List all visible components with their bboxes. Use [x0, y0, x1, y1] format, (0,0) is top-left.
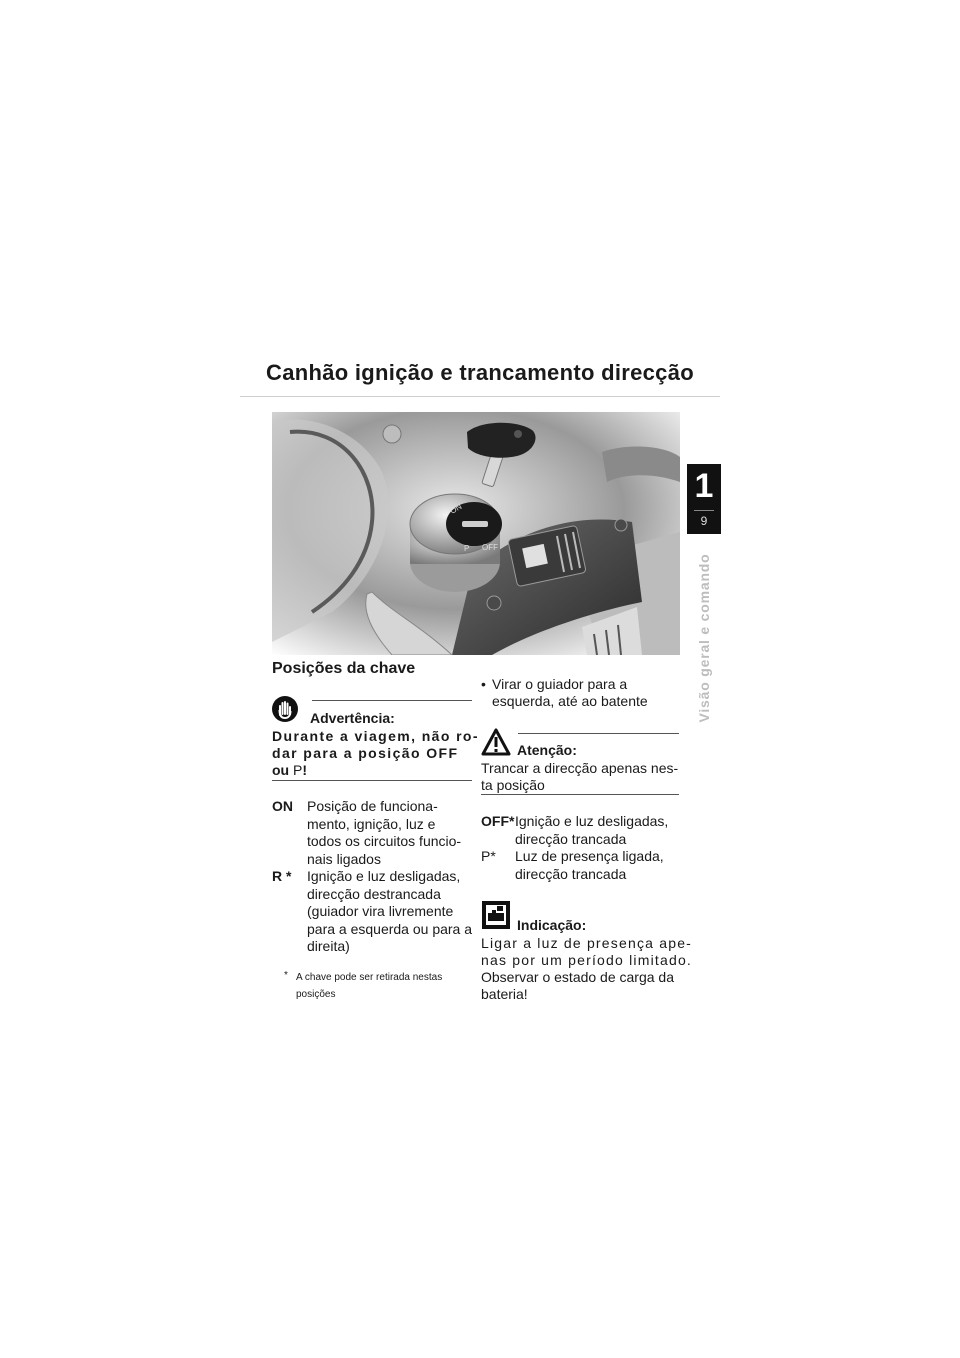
- position-desc-line: direcção trancada: [515, 830, 627, 847]
- lock-label-on: ON: [448, 501, 464, 516]
- position-key-on: ON: [272, 798, 293, 814]
- position-key-p: P*: [481, 848, 496, 864]
- position-desc-r: [307, 868, 472, 956]
- position-desc-line: Posição de funciona-: [307, 798, 438, 814]
- warning-line-3-prefix: ou: [272, 762, 290, 778]
- attention-bottom-rule: [481, 794, 679, 795]
- position-desc-p: [515, 848, 664, 883]
- attention-title: Atenção:: [517, 742, 577, 758]
- warning-hand-icon: [272, 696, 298, 722]
- position-desc-line: Luz de presença ligada,: [515, 848, 664, 864]
- page-title: Canhão ignição e trancamento direcção: [266, 360, 694, 385]
- position-key-r: R *: [272, 868, 292, 884]
- footnote-line-1: A chave pode ser retirada nestas: [296, 972, 443, 983]
- attention-line-1: Trancar a direcção apenas nes-: [481, 760, 679, 776]
- attention-line-2: ta posição: [481, 777, 545, 793]
- bullet-line-2: esquerda, até ao batente: [492, 693, 648, 709]
- chapter-number: 1: [694, 467, 714, 505]
- attention-triangle-icon: [481, 728, 511, 761]
- page-number: 9: [700, 514, 708, 528]
- footnote-line-2: posições: [296, 989, 336, 1000]
- note-line-3: Observar o estado de carga da: [481, 969, 675, 985]
- position-desc-line: nais ligados: [307, 850, 381, 867]
- ignition-lock-photo: [272, 412, 680, 655]
- warning-line-1: Durante a viagem, não ro-: [272, 728, 479, 744]
- position-desc-line: direcção trancada: [515, 865, 627, 882]
- position-desc-line: Ignição e luz desligadas,: [307, 868, 461, 884]
- lock-label-p: P: [464, 544, 470, 553]
- title-divider: [240, 396, 720, 397]
- note-icon: [481, 900, 511, 935]
- note-line-4: bateria!: [481, 986, 528, 1002]
- note-line-2: nas por um período limitado.: [481, 952, 693, 968]
- parking-light-symbol: P: [293, 762, 303, 778]
- warning-line-3-suffix: !: [302, 762, 308, 778]
- chapter-tab: [687, 464, 721, 534]
- position-desc-line: Ignição e luz desligadas,: [515, 813, 669, 829]
- note-line-1: Ligar a luz de presença ape-: [481, 935, 693, 951]
- note-title: Indicação:: [517, 917, 587, 933]
- chapter-side-label: Visão geral e comando: [696, 553, 712, 723]
- position-desc-line: direcção destrancada: [307, 885, 441, 902]
- bullet-line-1: Virar o guiador para a: [492, 676, 628, 692]
- warning-line-3: [272, 762, 307, 780]
- warning-title: Advertência:: [310, 710, 395, 726]
- warning-top-rule: [312, 700, 472, 701]
- warning-bottom-rule: [272, 780, 472, 781]
- chapter-tab-divider: [694, 510, 714, 511]
- lock-label-off: OFF: [482, 543, 498, 552]
- position-desc-line: mento, ignição, luz e: [307, 815, 436, 832]
- position-desc-line: todos os circuitos funcio-: [307, 833, 462, 849]
- position-desc-line: (guiador vira livremente: [307, 903, 454, 919]
- position-key-off: OFF*: [481, 813, 515, 829]
- position-desc-on: [307, 798, 461, 868]
- footnote-mark: *: [284, 970, 288, 981]
- section-heading: Posições da chave: [272, 660, 416, 677]
- position-desc-line: para a esquerda ou para a: [307, 920, 473, 937]
- position-desc-off: [515, 813, 668, 848]
- bullet-mark: •: [481, 676, 486, 692]
- position-desc-line: direita): [307, 938, 350, 954]
- warning-line-2: dar para a posição OFF: [272, 745, 459, 761]
- attention-top-rule: [518, 733, 679, 734]
